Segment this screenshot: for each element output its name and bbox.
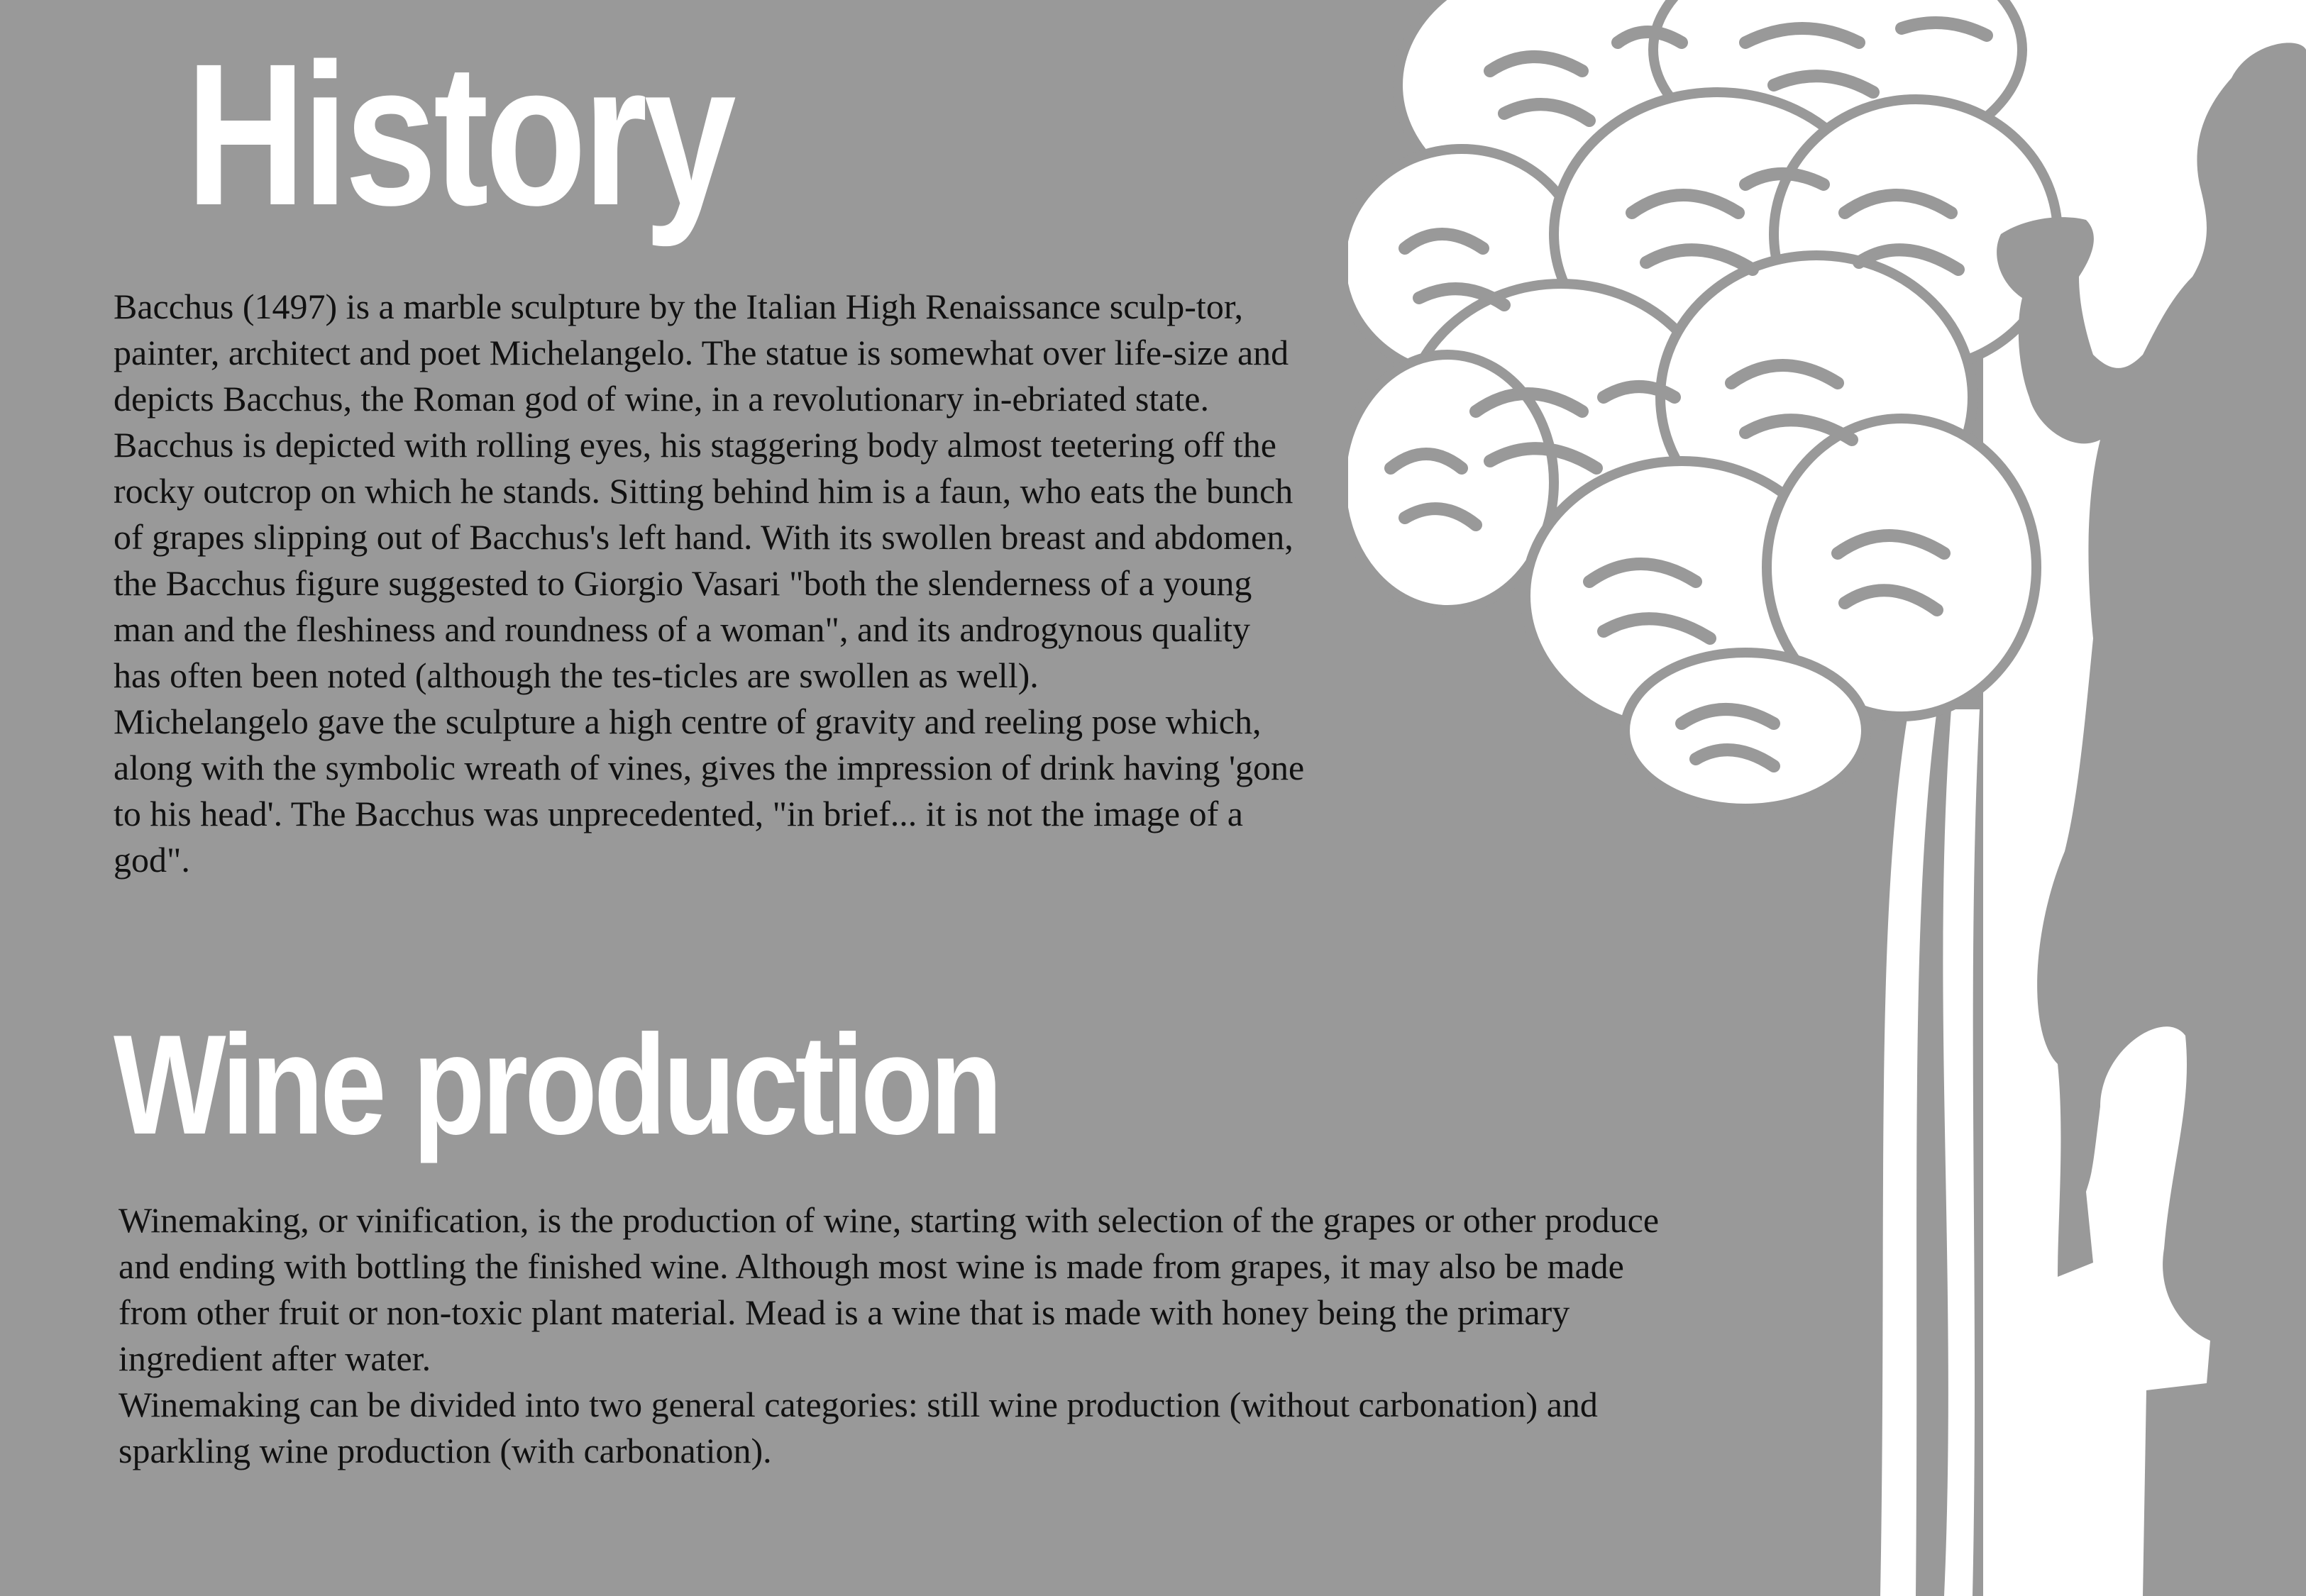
tree-icon xyxy=(1348,0,2058,1596)
history-heading: History xyxy=(186,22,733,248)
wine-paragraph-1: Winemaking, or vinification, is the production of wine, starting with selection of the grapes or other produce and ending with bottling the finished wine. Although most wine is made from grapes, it may also be made from other fruit or non-toxic plant material. Mead is a wine that is made with honey being the primary ingredient after water. xyxy=(118,1200,1660,1378)
history-paragraph-3: Michelangelo gave the sculpture a high centre of gravity and reeling pose which, along with the symbolic wreath of vines, gives the impression of drink having 'gone to his head'. The Bacchus was unprecedented, "in brief... it is not the image of a god". xyxy=(114,702,1305,880)
decorative-artwork xyxy=(1348,0,2306,1596)
history-paragraph-2: Bacchus is depicted with rolling eyes, his staggering body almost teetering off the rocky outcrop on which he stands. Sitting behind him is a faun, who eats the bunch of grapes slipping out of Bacchus's left hand. With its swollen breast and abdomen, the Bacchus figure suggested to Giorgio Vasari "both the slenderness of a young man and the fleshiness and roundness of a woman", and its androgynous quality has often been noted (although the tes-ticles are swollen as well). xyxy=(114,425,1293,695)
wine-paragraph-2: Winemaking can be divided into two general categories: still wine production (without carbonation) and sparkling wine production (with carbonation). xyxy=(118,1385,1598,1470)
history-paragraph-1: Bacchus (1497) is a marble sculpture by the Italian High Renaissance sculp-tor, painter, architect and poet Michelangelo. The statue is somewhat over life-size and depicts Bacchus, the Roman god of wine, in a revolutionary in-ebriated state. xyxy=(114,287,1289,419)
wine-production-heading: Wine production xyxy=(114,1006,1000,1164)
history-body xyxy=(114,284,1306,883)
